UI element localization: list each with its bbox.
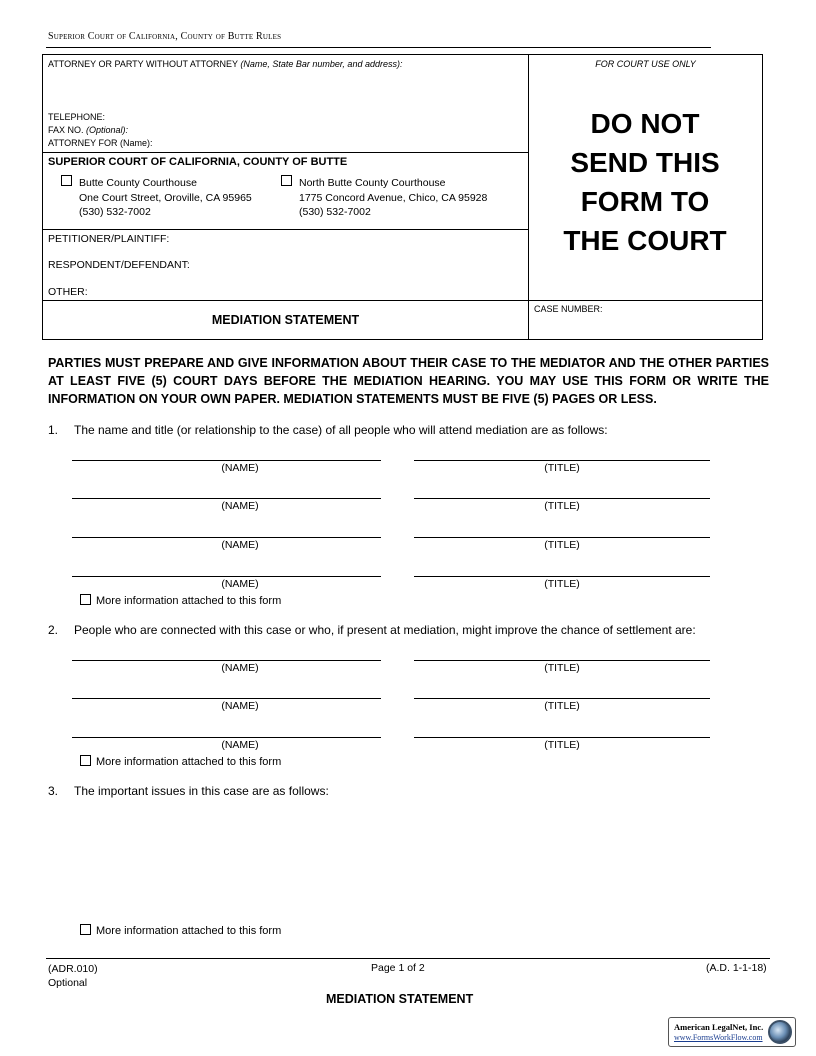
name-line[interactable] <box>72 698 381 699</box>
name-line[interactable] <box>72 660 381 661</box>
item-2-number: 2. <box>48 623 59 637</box>
form-title: MEDIATION STATEMENT <box>211 313 360 327</box>
title-line[interactable] <box>414 460 710 461</box>
more-info-checkbox[interactable] <box>80 924 91 935</box>
name-line[interactable] <box>72 537 381 538</box>
name-line[interactable] <box>72 576 381 577</box>
title-line[interactable] <box>414 576 710 577</box>
more-info-checkbox[interactable] <box>80 755 91 766</box>
other-label: OTHER: <box>48 286 88 298</box>
name-line[interactable] <box>72 498 381 499</box>
item-2-text: People who are connected with this case or who, if present at mediation, might improve the chance of settlement are: <box>74 623 696 637</box>
item-1-text: The name and title (or relationship to the case) of all people who will attend mediation are as follows: <box>74 423 608 437</box>
more-info-item-1: More information attached to this form <box>80 595 281 607</box>
title-line[interactable] <box>414 498 710 499</box>
item-1-number: 1. <box>48 423 59 437</box>
court-use-label: FOR COURT USE ONLY <box>595 59 696 69</box>
legalnet-logo[interactable] <box>668 1017 796 1047</box>
attorney-for-label: ATTORNEY FOR (Name): <box>48 138 153 148</box>
title-line[interactable] <box>414 660 710 661</box>
footer-form-id: (ADR.010) Optional <box>48 963 98 989</box>
title-caption: (TITLE) <box>544 500 580 512</box>
courthouse-chico: North Butte County Courthouse 1775 Concord Avenue, Chico, CA 95928 (530) 532-7002 <box>299 177 488 218</box>
item-3-text: The important issues in this case are as follows: <box>74 784 329 798</box>
do-not-send-notice: DO NOT SEND THIS FORM TO THE COURT <box>563 108 727 256</box>
header-rule <box>46 47 711 48</box>
petitioner-label: PETITIONER/PLAINTIFF: <box>48 233 170 245</box>
logo-website-link[interactable]: www.FormsWorkFlow.com <box>674 1033 763 1042</box>
title-caption: (TITLE) <box>544 700 580 712</box>
globe-icon <box>768 1020 792 1044</box>
name-caption: (NAME) <box>221 578 259 590</box>
case-number-label: CASE NUMBER: <box>534 304 603 314</box>
title-caption: (TITLE) <box>544 539 580 551</box>
title-caption: (TITLE) <box>544 662 580 674</box>
title-caption: (TITLE) <box>544 578 580 590</box>
more-info-checkbox[interactable] <box>80 594 91 605</box>
footer-rule <box>46 958 770 959</box>
title-caption: (TITLE) <box>544 462 580 474</box>
title-caption: (TITLE) <box>544 739 580 751</box>
more-info-item-2: More information attached to this form <box>80 756 281 768</box>
logo-company-name: American LegalNet, Inc. <box>674 1022 764 1032</box>
title-line[interactable] <box>414 537 710 538</box>
more-info-item-3: More information attached to this form <box>80 925 281 937</box>
courthouse-oroville: Butte County Courthouse One Court Street, Oroville, CA 95965 (530) 532-7002 <box>79 177 252 218</box>
name-line[interactable] <box>72 460 381 461</box>
name-caption: (NAME) <box>221 662 259 674</box>
court-name: SUPERIOR COURT OF CALIFORNIA, COUNTY OF BUTTE <box>48 156 348 168</box>
courthouse-oroville-checkbox[interactable] <box>61 175 72 186</box>
item-3-number: 3. <box>48 784 59 798</box>
footer-title: MEDIATION STATEMENT <box>326 992 474 1006</box>
title-line[interactable] <box>414 698 710 699</box>
name-caption: (NAME) <box>221 700 259 712</box>
name-caption: (NAME) <box>221 739 259 751</box>
fax-label: FAX NO. (Optional): <box>48 125 129 135</box>
court-rules-header: Superior Court of California, County of Butte Rules <box>48 31 282 42</box>
attorney-label: ATTORNEY OR PARTY WITHOUT ATTORNEY (Name, State Bar number, and address): <box>48 59 403 69</box>
title-line[interactable] <box>414 737 710 738</box>
name-caption: (NAME) <box>221 500 259 512</box>
name-line[interactable] <box>72 737 381 738</box>
telephone-label: TELEPHONE: <box>48 112 106 122</box>
footer-date: (A.D. 1-1-18) <box>706 962 767 974</box>
name-caption: (NAME) <box>221 462 259 474</box>
instructions-paragraph: PARTIES MUST PREPARE AND GIVE INFORMATION ABOUT THEIR CASE TO THE MEDIATOR AND THE OTHER PARTIES AT LEAST FIVE (5) COURT DAYS BEFORE THE MEDIATION HEARING. YOU MAY USE THIS FORM OR WRITE THE INFORMATION ON YOUR OWN PAPER. MEDIATION STATEMENTS MUST BE FIVE (5) PAGES OR LESS. <box>48 356 769 406</box>
footer-page-number: Page 1 of 2 <box>371 962 425 974</box>
courthouse-chico-checkbox[interactable] <box>281 175 292 186</box>
respondent-label: RESPONDENT/DEFENDANT: <box>48 259 190 271</box>
name-caption: (NAME) <box>221 539 259 551</box>
